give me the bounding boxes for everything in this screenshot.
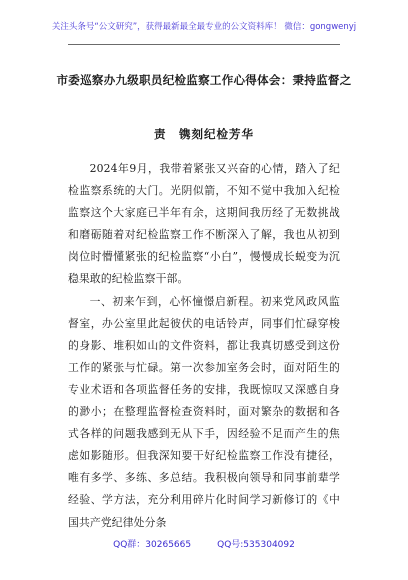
footer-qq-number: QQ号:535304092 [217, 540, 295, 550]
paragraph-section-1: 一、初来乍到，心怀憧憬启新程。初来党风政风监督室，办公室里此起彼伏的电话铃声，同事们忙碌穿梭的身影、堆积如山的文件资料，都让我真切感受到这份工作的紧张与忙碌。第一次参加室务会时，面对陌生的专业术语和各项监督任务的安排，我既惊叹又深感自身的渺小；在整理监督检查资料时，面对繁杂的数据和各式各样的问题我感到无从下手，因经验不足而产生的焦虑如影随形。但我深知要干好纪检监察工作没有捷径，唯有多学、多练、多总结。我积极向领导和同事前辈学经验、学方法，充分利用碎片化时间学习新修订的《中国共产党纪律处分条 [68, 294, 340, 529]
document-title-line-2: 责 镌刻纪检芳华 [154, 127, 254, 141]
header-banner: 关注头条号“公文研究”，获得最新最全最专业的公文资料库！ 微信：gongwenyj [51, 22, 357, 32]
header-divider [68, 44, 340, 45]
footer-contact [0, 537, 408, 550]
document-body [68, 158, 340, 534]
document-title-line-1: 市委巡察办九级职员纪检监察工作心得体会：秉持监督之 [56, 73, 352, 87]
paragraph-intro: 2024年9月，我带着紧张又兴奋的心情，踏入了纪检监察系统的大门。光阴似箭，不知不觉中我加入纪检监察这个大家庭已半年有余，这期间我历经了无数挑战和磨砺随着对纪检监察工作不断深入了解，我也从初到岗位时懵懂紧张的纪检监察“小白”，慢慢成长蜕变为沉稳果敢的纪检监察干部。 [68, 162, 340, 286]
footer-qq-group: QQ群：30265665 [113, 540, 192, 550]
